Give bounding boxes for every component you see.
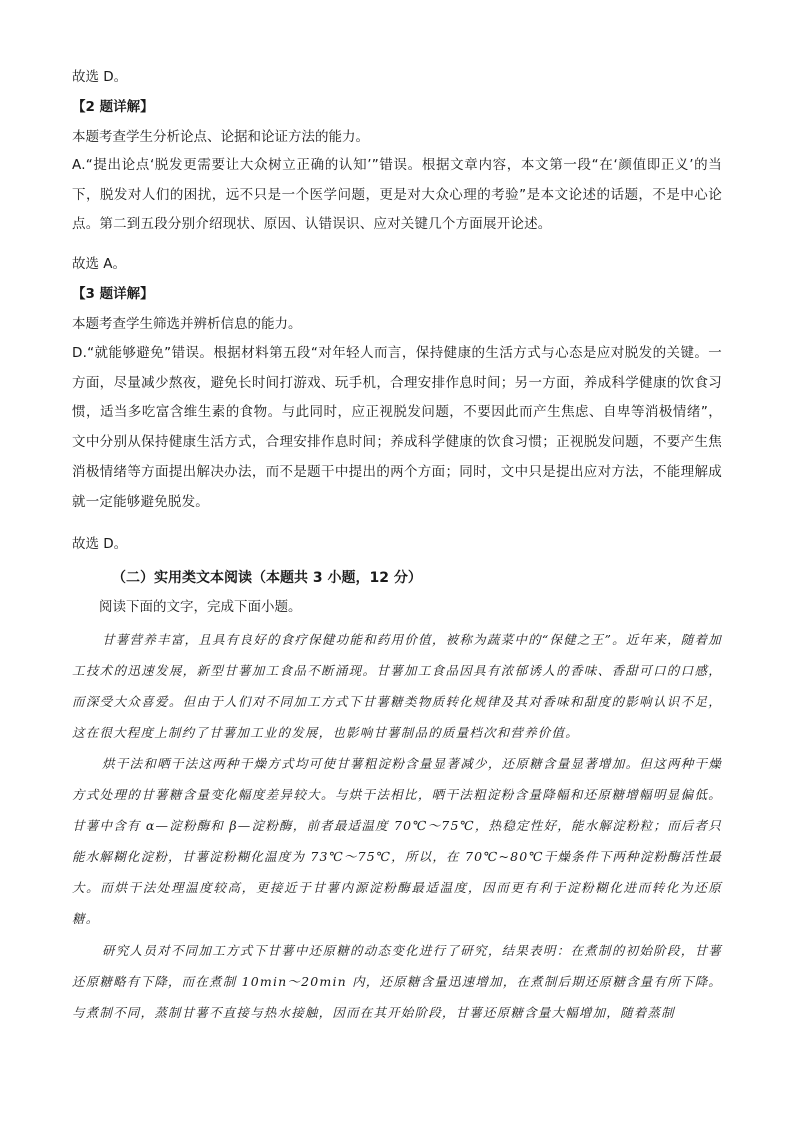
question-2-explanation: A.“提出论点‘脱发更需要让大众树立正确的认知’”错误。根据文章内容，本文第一段“在‘颜值即正义’的当下，脱发对人们的困扰，远不只是一个医学问题，更是对大众心理的考验”是本文论述的话题，不是中心论点。第二到五段分别介绍现状、原因、认错误识、应对关键几个方面展开论述。 <box>72 157 722 233</box>
answer-line-3: 故选 D。 <box>72 536 128 552</box>
question-2-intro: 本题考查学生分析论点、论据和论证方法的能力。 <box>72 129 369 145</box>
article-paragraph-3: 研究人员对不同加工方式下甘薯中还原糖的动态变化进行了研究，结果表明：在煮制的初始阶段，甘薯还原糖略有下降，而在煮制 10min～20min 内，还原糖含量迅速增加，在煮制后期还原糖含量有所下降。与煮制不同，蒸制甘薯不直接与热水接触，因而在其开始阶段，甘薯还原糖含量大幅增加，随着蒸制 <box>72 943 722 1020</box>
question-2-heading: 【2 题详解】 <box>72 99 154 115</box>
question-3-heading: 【3 题详解】 <box>72 286 154 302</box>
answer-line-2: 故选 A。 <box>72 256 127 272</box>
question-3-intro: 本题考查学生筛选并辨析信息的能力。 <box>72 316 302 332</box>
answer-line-1: 故选 D。 <box>72 69 128 85</box>
reading-instruction: 阅读下面的文字，完成下面小题。 <box>99 599 302 615</box>
section-title: （二）实用类文本阅读（本题共 3 小题，12 分） <box>112 570 422 586</box>
question-3-explanation: D.“就能够避免”错误。根据材料第五段“对年轻人而言，保持健康的生活方式与心态是应对脱发的关键。一方面，尽量减少熬夜，避免长时间打游戏、玩手机，合理安排作息时间；另一方面，养成科学健康的饮食习惯，适当多吃富含维生素的食物。与此同时，应正视脱发问题，不要因此而产生焦虑、自卑等消极情绪”，文中分别从保持健康生活方式，合理安排作息时间；养成科学健康的饮食习惯；正视脱发问题，不要产生焦消极情绪等方面提出解决办法，而不是题干中提出的两个方面；同时，文中只是提出应对方法，不能理解成就一定能够避免脱发。 <box>72 345 722 510</box>
article-paragraph-2: 烘干法和晒干法这两种干燥方式均可使甘薯粗淀粉含量显著减少，还原糖含量显著增加。但这两种干燥方式处理的甘薯糖含量变化幅度差异较大。与烘干法相比，晒干法粗淀粉含量降幅和还原糖增幅明显偏低。甘薯中含有 α—淀粉酶和 β—淀粉酶，前者最适温度 70℃～75℃，热稳定性好，能水解淀粉粒；而后者只能水解糊化淀粉，甘薯淀粉糊化温度为 73℃～75℃，所以，在 70℃~80℃干燥条件下两种淀粉酶活性最大。而烘干法处理温度较高，更接近于甘薯内源淀粉酶最适温度，因而更有利于淀粉糊化进而转化为还原糖。 <box>72 756 722 926</box>
article-paragraph-1: 甘薯营养丰富，且具有良好的食疗保健功能和药用价值，被称为蔬菜中的“保健之王”。近年来，随着加工技术的迅速发展，新型甘薯加工食品不断涌现。甘薯加工食品因具有浓郁诱人的香味、香甜可口的口感，而深受大众喜爱。但由于人们对不同加工方式下甘薯糖类物质转化规律及其对香味和甜度的影响认识不足，这在很大程度上制约了甘薯加工业的发展，也影响甘薯制品的质量档次和营养价值。 <box>72 632 722 740</box>
